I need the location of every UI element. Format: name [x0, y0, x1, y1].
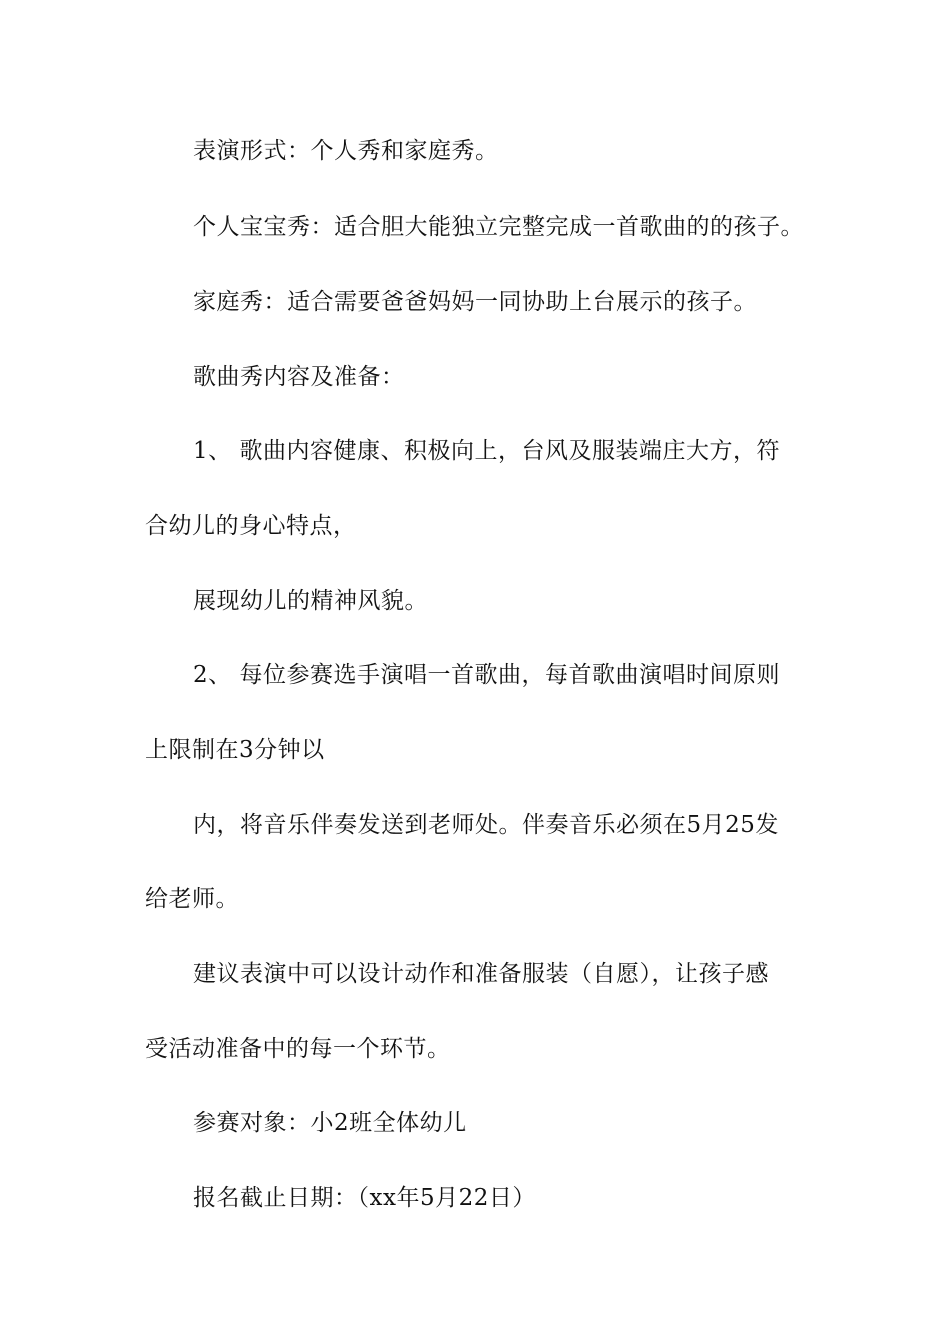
text-line: 合幼儿的身心特点，: [145, 513, 357, 539]
text-line: 给老师。: [145, 886, 239, 912]
text-line: 个人宝宝秀：适合胆大能独立完整完成一首歌曲的的孩子。: [193, 214, 804, 240]
text-line: 上限制在3分钟以: [145, 737, 325, 763]
text-line: 2、 每位参赛选手演唱一首歌曲，每首歌曲演唱时间原则: [193, 662, 780, 688]
text-line: 受活动准备中的每一个环节。: [145, 1036, 451, 1062]
text-line: 展现幼儿的精神风貌。: [193, 588, 428, 614]
text-line: 报名截止日期：（xx年5月22日）: [193, 1185, 536, 1211]
text-line: 家庭秀：适合需要爸爸妈妈一同协助上台展示的孩子。: [193, 289, 757, 315]
text-line: 建议表演中可以设计动作和准备服装（自愿），让孩子感: [193, 961, 769, 987]
text-line: 表演形式：个人秀和家庭秀。: [193, 138, 499, 164]
text-line: 参赛对象：小2班全体幼儿: [193, 1110, 467, 1136]
text-line: 歌曲秀内容及准备：: [193, 364, 405, 390]
text-line: 内，将音乐伴奏发送到老师处。伴奏音乐必须在5月25发: [193, 812, 779, 838]
text-line: 1、 歌曲内容健康、积极向上，台风及服装端庄大方，符: [193, 438, 780, 464]
